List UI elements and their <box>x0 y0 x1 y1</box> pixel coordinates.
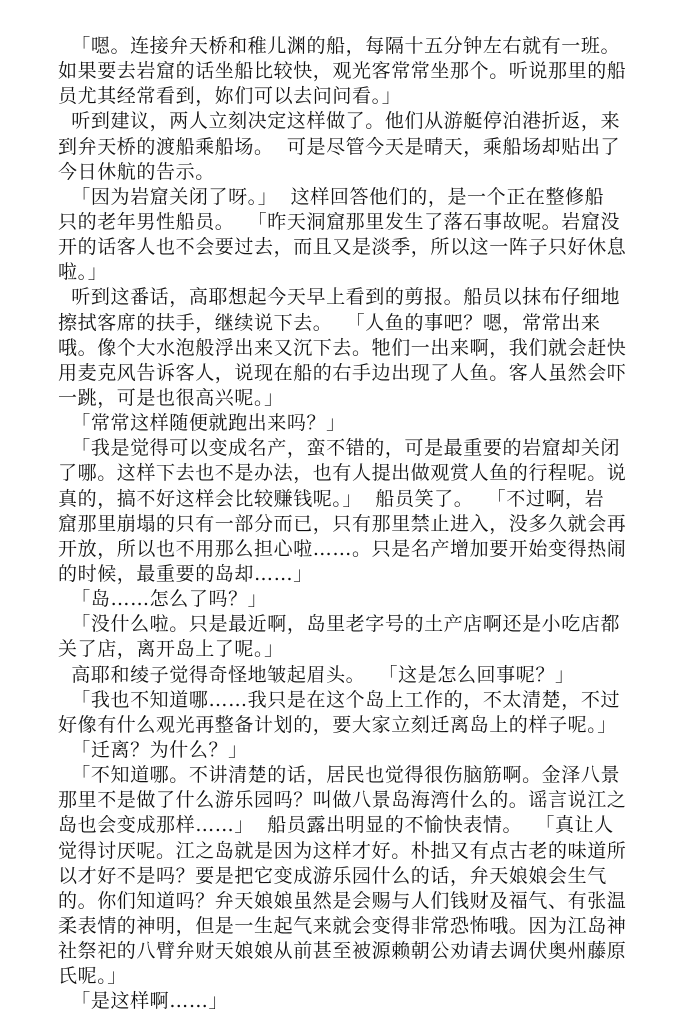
text-line: 「没什么啦。只是最近啊，岛里老字号的土产店啊还是小吃店都 <box>58 613 621 636</box>
text-line: 好像有什么观光再整备计划的，要大家立刻迁离岛上的样子呢。」 <box>58 713 617 736</box>
text-line: 社祭祀的八臂弁财天娘娘从前甚至被源赖朝公劝请去调伏奥州藤原 <box>58 940 627 963</box>
text-line: 「是这样啊……」 <box>58 990 229 1013</box>
text-line: 开放，所以也不用那么担心啦……。只是名产增加要开始变得热闹 <box>58 537 627 560</box>
text-line: 的时候，最重要的岛却……」 <box>58 562 313 585</box>
text-line: 岛也会变成那样……」 船员露出明显的不愉快表情。 「真让人 <box>58 814 614 837</box>
text-line: 「岛……怎么了吗？」 <box>58 588 268 611</box>
text-line: 啦。」 <box>58 261 108 284</box>
text-line: 只的老年男性船员。 「昨天洞窟那里发生了落石事故呢。岩窟没 <box>58 210 621 233</box>
text-line: 一跳，可是也很高兴呢。」 <box>58 386 284 409</box>
text-line: 以才好不是吗？要是把它变成游乐园什么的话，弁天娘娘会生气 <box>58 864 607 887</box>
text-line: 「因为岩窟关闭了呀。」 这样回答他们的，是一个正在整修船 <box>58 185 605 208</box>
text-line: 到弁天桥的渡船乘船场。 可是尽管今天是晴天，乘船场却贴出了 <box>58 135 621 158</box>
text-line: 今日休航的告示。 <box>58 160 215 183</box>
text-line: 听到建议，两人立刻决定这样做了。他们从游艇停泊港折返，来 <box>58 110 621 133</box>
text-line: 高耶和绫子觉得奇怪地皱起眉头。 「这是怎么回事呢？」 <box>58 663 575 686</box>
text-line: 关了店，离开岛上了呢。」 <box>58 638 284 661</box>
text-line: 「嗯。连接弁天桥和稚儿渊的船，每隔十五分钟左右就有一班。 <box>58 35 621 57</box>
text-line: 「迁离？为什么？」 <box>58 738 248 761</box>
text-line: 柔表情的神明，但是一生起气来就会变得非常恐怖哦。因为江岛神 <box>58 914 627 937</box>
text-line: 听到这番话，高耶想起今天早上看到的剪报。船员以抹布仔细地 <box>58 286 621 309</box>
document-body <box>58 34 638 1014</box>
text-line: 擦拭客席的扶手，继续说下去。 「人鱼的事吧？嗯，常常出来 <box>58 311 601 334</box>
text-line: 觉得讨厌呢。江之岛就是因为这样才好。朴拙又有点古老的味道所 <box>58 839 627 862</box>
text-line: 开的话客人也不会要过去，而且又是淡季，所以这一阵子只好休息 <box>58 236 627 259</box>
text-line: 用麦克风告诉客人，说现在船的右手边出现了人鱼。客人虽然会吓 <box>58 361 627 384</box>
text-line: 窟那里崩塌的只有一部分而已，只有那里禁止进入，没多久就会再 <box>58 512 627 535</box>
text-line: 真的，搞不好这样会比较赚钱呢。」 船员笑了。 「不过啊，岩 <box>58 487 605 510</box>
text-line: 如果要去岩窟的话坐船比较快，观光客常常坐那个。听说那里的船 <box>58 60 627 83</box>
text-line: 了哪。这样下去也不是办法，也有人提出做观赏人鱼的行程呢。说 <box>58 462 627 485</box>
text-line: 「我是觉得可以变成名产，蛮不错的，可是最重要的岩窟却关闭 <box>58 437 621 460</box>
text-line: 氏呢。」 <box>58 965 127 988</box>
text-line: 的。你们知道吗？弁天娘娘虽然是会赐与人们钱财及福气、有张温 <box>58 889 627 912</box>
text-line: 哦。像个大水泡般浮出来又沉下去。牠们一出来啊，我们就会赶快 <box>58 336 627 359</box>
text-line: 「常常这样随便就跑出来吗？」 <box>58 412 346 435</box>
text-line: 「我也不知道哪……我只是在这个岛上工作的，不太清楚，不过 <box>58 688 621 711</box>
text-line: 「不知道哪。不讲清楚的话，居民也觉得很伤脑筋啊。金泽八景 <box>58 764 621 787</box>
text-line: 那里不是做了什么游乐园吗？叫做八景岛海湾什么的。谣言说江之 <box>58 789 627 812</box>
text-line: 员尤其经常看到，妳们可以去问问看。」 <box>58 85 402 108</box>
